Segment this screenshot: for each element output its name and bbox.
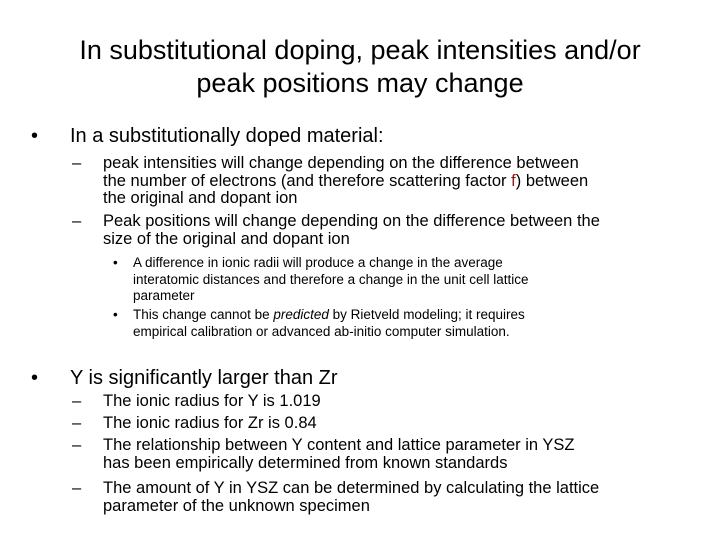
peak-positions-line-1: Peak positions will change depending on the difference between the [103, 212, 600, 230]
peak-intensities-line-3: the original and dopant ion [103, 189, 298, 207]
relationship-line-2: has been empirically determined from known standards [103, 453, 508, 472]
dash-marker: – [72, 154, 82, 172]
bullet-marker: • [113, 255, 118, 270]
bullet-heading-1: In a substitutionally doped material: [70, 125, 384, 147]
dash-marker: – [72, 392, 82, 410]
title-line-2: peak positions may change [196, 68, 524, 98]
rietveld-line-1: This change cannot be predicted by Rietveld modeling; it requires [133, 307, 525, 322]
ionic-radii-line-2: interatomic distances and therefore a change in the unit cell lattice [133, 271, 529, 287]
title-line-1: In substitutional doping, peak intensities and/or [79, 35, 641, 65]
slide-title [40, 34, 680, 100]
bullet-marker: • [31, 125, 39, 147]
ionic-radii-line-3: parameter [133, 288, 195, 303]
dash-marker: – [72, 436, 82, 454]
scattering-factor-f: f [511, 171, 516, 190]
peak-intensities-line-1: peak intensities will change depending on the difference between [103, 154, 579, 172]
zr-radius-text: The ionic radius for Zr is 0.84 [103, 414, 317, 432]
amount-line-1: The amount of Y in YSZ can be determined by calculating the lattice [103, 479, 600, 497]
relationship-line-1: The relationship between Y content and lattice parameter in YSZ [103, 436, 575, 454]
bullet-marker: • [31, 367, 39, 389]
rietveld-line-2: empirical calibration or advanced ab-initio computer simulation. [133, 323, 510, 339]
predicted-emphasis: predicted [273, 307, 329, 322]
y-radius-text: The ionic radius for Y is 1.019 [103, 392, 321, 410]
dash-marker: – [72, 212, 82, 230]
ionic-radii-line-1: A difference in ionic radii will produce a change in the average [133, 255, 503, 270]
peak-intensities-line-2: the number of electrons (and therefore scattering factor f) between [103, 171, 589, 190]
amount-line-2: parameter of the unknown specimen [103, 496, 370, 515]
peak-positions-line-2: size of the original and dopant ion [103, 229, 350, 248]
dash-marker: – [72, 414, 82, 432]
bullet-marker: • [113, 307, 118, 322]
dash-marker: – [72, 479, 82, 497]
bullet-heading-2: Y is significantly larger than Zr [70, 367, 338, 389]
